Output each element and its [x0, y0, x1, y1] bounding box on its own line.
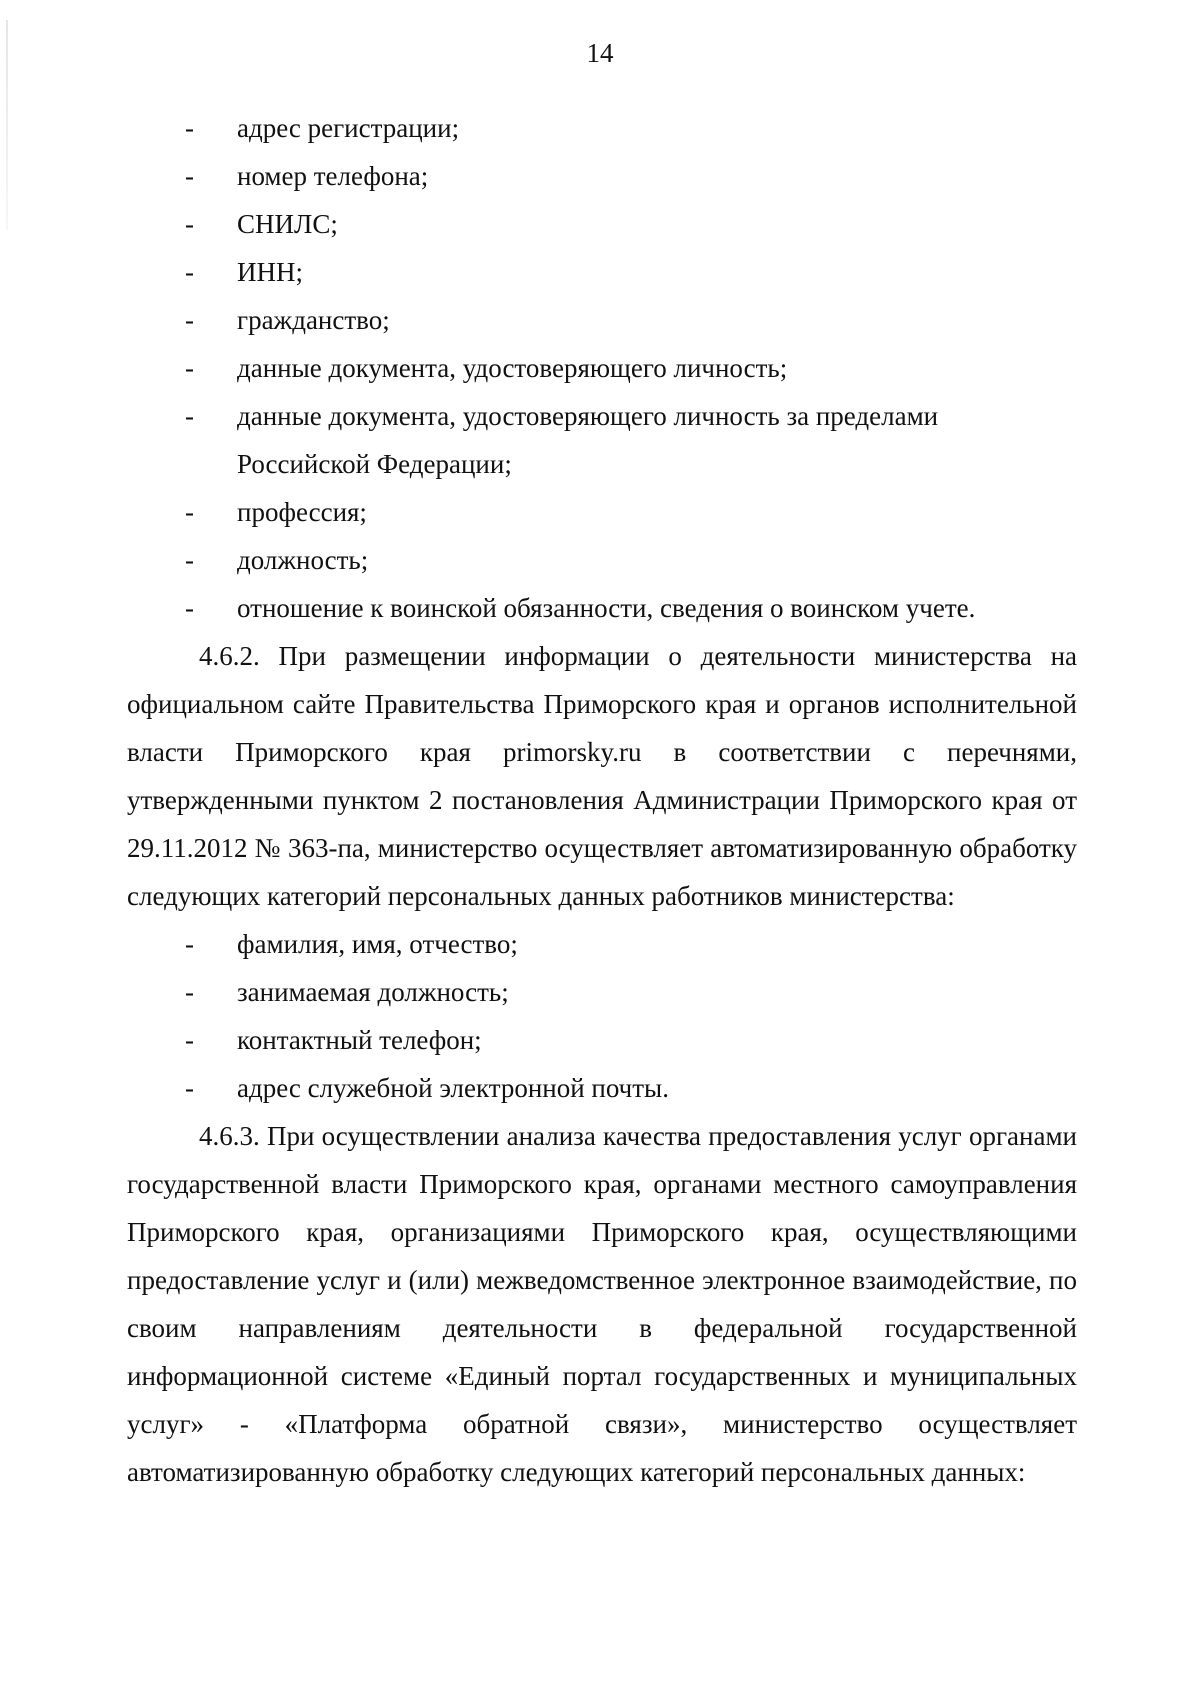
list-item-text: фамилия, имя, отчество;: [237, 929, 518, 959]
list-item-text: занимаемая должность;: [237, 977, 509, 1007]
list-marker: -: [185, 401, 194, 431]
page-number: 14: [586, 38, 614, 68]
list-item: [127, 488, 1077, 536]
list-item: [127, 104, 1077, 152]
list-item-text: номер телефона;: [237, 161, 429, 191]
list-item: [127, 344, 1077, 392]
list-item-text: адрес регистрации;: [237, 113, 460, 143]
list-item: [127, 584, 1077, 632]
list-item-text: гражданство;: [237, 305, 390, 335]
list-marker: -: [185, 113, 194, 143]
list-marker: -: [185, 497, 194, 527]
list-marker: -: [185, 305, 194, 335]
list-item-text: отношение к воинской обязанности, сведения о воинском учете.: [237, 593, 976, 623]
list-item: [127, 392, 1077, 488]
list-item: [127, 296, 1077, 344]
list-item-text: адрес служебной электронной почты.: [237, 1073, 669, 1103]
list-item: [127, 200, 1077, 248]
list-item: [127, 968, 1077, 1016]
list-marker: -: [185, 545, 194, 575]
paragraph-4-6-3: [127, 1112, 1077, 1496]
paragraph-text: 4.6.2. При размещении информации о деятельности министерства на официальном сайте Правительства Приморского края и органов исполнительной власти Приморского края primorsky.ru в соответствии с перечнями, утвержденными пунктом 2 постановления Администрации Приморского края от 29.11.2012 № 363-па, министерство осуществляет автоматизированную обработку следующих категорий персональных данных работников министерства:: [127, 641, 1077, 911]
list-marker: -: [185, 161, 194, 191]
list-marker: -: [185, 1073, 194, 1103]
list-marker: -: [185, 353, 194, 383]
list-marker: -: [185, 593, 194, 623]
paragraph-text: 4.6.3. При осуществлении анализа качества предоставления услуг органами государственной власти Приморского края, органами местного самоуправления Приморского края, организациями Приморского края, осуществляющими предоставление услуг и (или) межведомственное электронное взаимодействие, по своим направлениям деятельности в федеральной государственной информационной системе «Единый портал государственных и муниципальных услуг» - «Платформа обратной связи», министерство осуществляет автоматизированную обработку следующих категорий персональных данных:: [127, 1121, 1077, 1487]
list-item-text: ИНН;: [237, 257, 303, 287]
list-item: [127, 920, 1077, 968]
list-item-text: должность;: [237, 545, 369, 575]
list-marker: -: [185, 977, 194, 1007]
list-item-text: контактный телефон;: [237, 1025, 482, 1055]
list-item-text: профессия;: [237, 497, 367, 527]
list-marker: -: [185, 929, 194, 959]
list-item: [127, 152, 1077, 200]
list-item: [127, 1064, 1077, 1112]
list-marker: -: [185, 257, 194, 287]
list-item: [127, 248, 1077, 296]
list-marker: -: [185, 1025, 194, 1055]
paragraph-4-6-2: [127, 632, 1077, 920]
list-item-text: данные документа, удостоверяющего личность;: [237, 353, 788, 383]
document-body: [127, 104, 1077, 1496]
list-item: [127, 1016, 1077, 1064]
list-item-text: данные документа, удостоверяющего личность за пределами Российской Федерации;: [237, 401, 939, 479]
list-marker: -: [185, 209, 194, 239]
list-item-text: СНИЛС;: [237, 209, 338, 239]
list-item: [127, 536, 1077, 584]
